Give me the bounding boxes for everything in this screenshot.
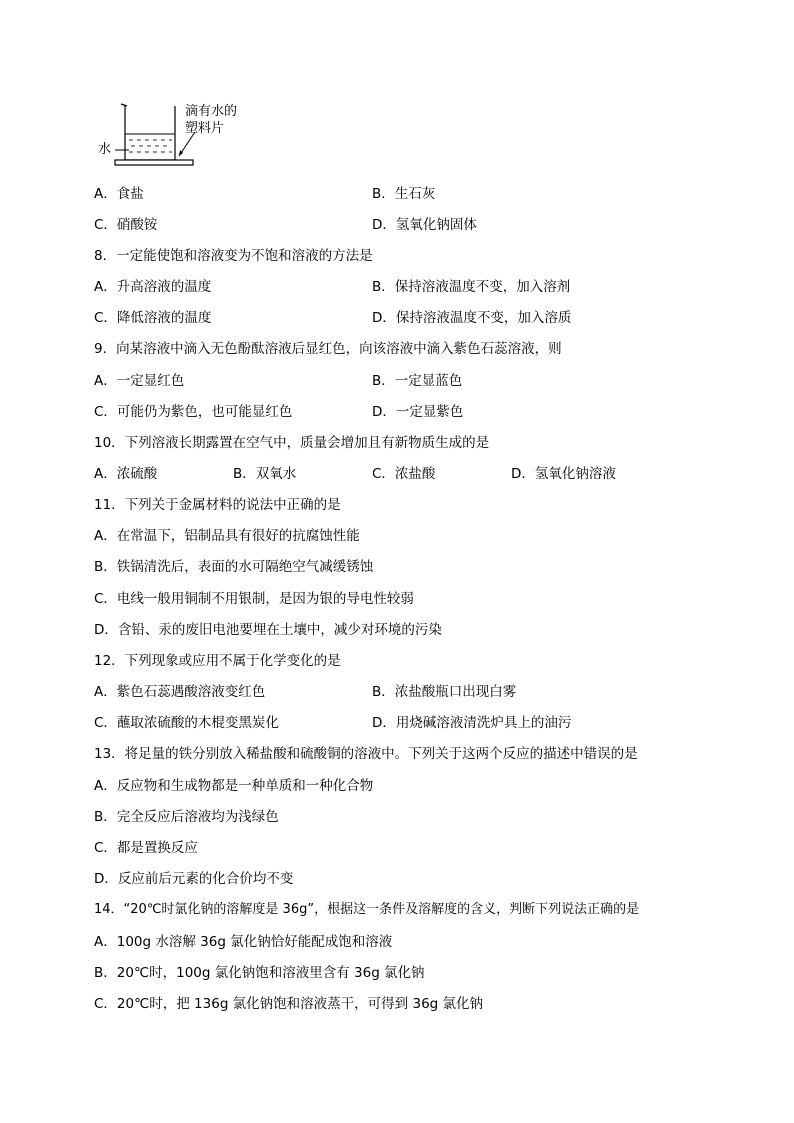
figure-label-line1: 滴有水的	[185, 104, 238, 119]
q13-stem: 13．将足量的铁分别放入稀盐酸和硫酸铜的溶液中。下列关于这两个反应的描述中错误的是	[94, 746, 638, 762]
q10-option-c: C．浓盐酸	[372, 466, 436, 482]
q11-option-d: D．含铅、汞的废旧电池要埋在土壤中，减少对环境的污染	[94, 622, 442, 638]
q14-option-b: B．20℃时，100g 氯化钠饱和溶液里含有 36g 氯化钠	[94, 965, 425, 981]
q8-stem: 8．一定能使饱和溶液变为不饱和溶液的方法是	[94, 248, 373, 264]
q7-option-a: A．食盐	[94, 186, 144, 202]
q7-option-c: C．硝酸铵	[94, 217, 158, 233]
q10-option-a: A．浓硫酸	[94, 466, 158, 482]
q10-stem: 10．下列溶液长期露置在空气中，质量会增加且有新物质生成的是	[94, 435, 490, 451]
q11-stem: 11．下列关于金属材料的说法中正确的是	[94, 497, 341, 513]
q9-option-d: D．一定显紫色	[372, 404, 464, 420]
q10-option-d: D．氢氧化钠溶液	[511, 466, 616, 482]
q13-option-b: B．完全反应后溶液均为浅绿色	[94, 809, 279, 825]
q14-option-a: A．100g 水溶解 36g 氯化钠恰好能配成饱和溶液	[94, 934, 393, 950]
q13-option-c: C．都是置换反应	[94, 840, 198, 856]
q8-option-a: A．升高溶液的温度	[94, 279, 212, 295]
q12-stem: 12．下列现象或应用不属于化学变化的是	[94, 653, 341, 669]
q10-option-b: B．双氧水	[233, 466, 297, 482]
beaker-figure	[95, 98, 265, 173]
q11-option-c: C．电线一般用铜制不用银制，是因为银的导电性较弱	[94, 591, 414, 607]
figure-label-line2: 塑料片	[185, 121, 225, 136]
q9-stem: 9．向某溶液中滴入无色酚酞溶液后显红色，向该溶液中滴入紫色石蕊溶液，则	[94, 341, 562, 357]
q12-option-b: B．浓盐酸瓶口出现白雾	[372, 684, 517, 700]
q11-option-b: B．铁锅清洗后，表面的水可隔绝空气减缓锈蚀	[94, 559, 374, 575]
q9-option-b: B．一定显蓝色	[372, 373, 463, 389]
q12-option-d: D．用烧碱溶液清洗炉具上的油污	[372, 715, 572, 731]
q8-option-d: D．保持溶液温度不变，加入溶质	[372, 310, 572, 326]
q7-option-d: D．氢氧化钠固体	[372, 217, 477, 233]
q9-option-c: C．可能仍为紫色，也可能显红色	[94, 404, 293, 420]
q9-option-a: A．一定显红色	[94, 373, 185, 389]
q8-option-c: C．降低溶液的温度	[94, 310, 212, 326]
q13-option-a: A．反应物和生成物都是一种单质和一种化合物	[94, 778, 374, 794]
figure-label-water: 水	[98, 142, 112, 157]
q12-option-a: A．紫色石蕊遇酸溶液变红色	[94, 684, 266, 700]
q7-option-b: B．生石灰	[372, 186, 436, 202]
q13-option-d: D．反应前后元素的化合价均不变	[94, 871, 294, 887]
q12-option-c: C．蘸取浓硫酸的木棍变黑炭化	[94, 715, 279, 731]
q14-option-c: C．20℃时，把 136g 氯化钠饱和溶液蒸干，可得到 36g 氯化钠	[94, 996, 484, 1012]
q11-option-a: A．在常温下，铝制品具有很好的抗腐蚀性能	[94, 528, 360, 544]
q14-stem: 14．“20℃时氯化钠的溶解度是 36g”，根据这一条件及溶解度的含义，判断下列说法正确的是	[94, 902, 640, 917]
q8-option-b: B．保持溶液温度不变，加入溶剂	[372, 279, 571, 295]
beaker-drawing	[95, 98, 265, 173]
